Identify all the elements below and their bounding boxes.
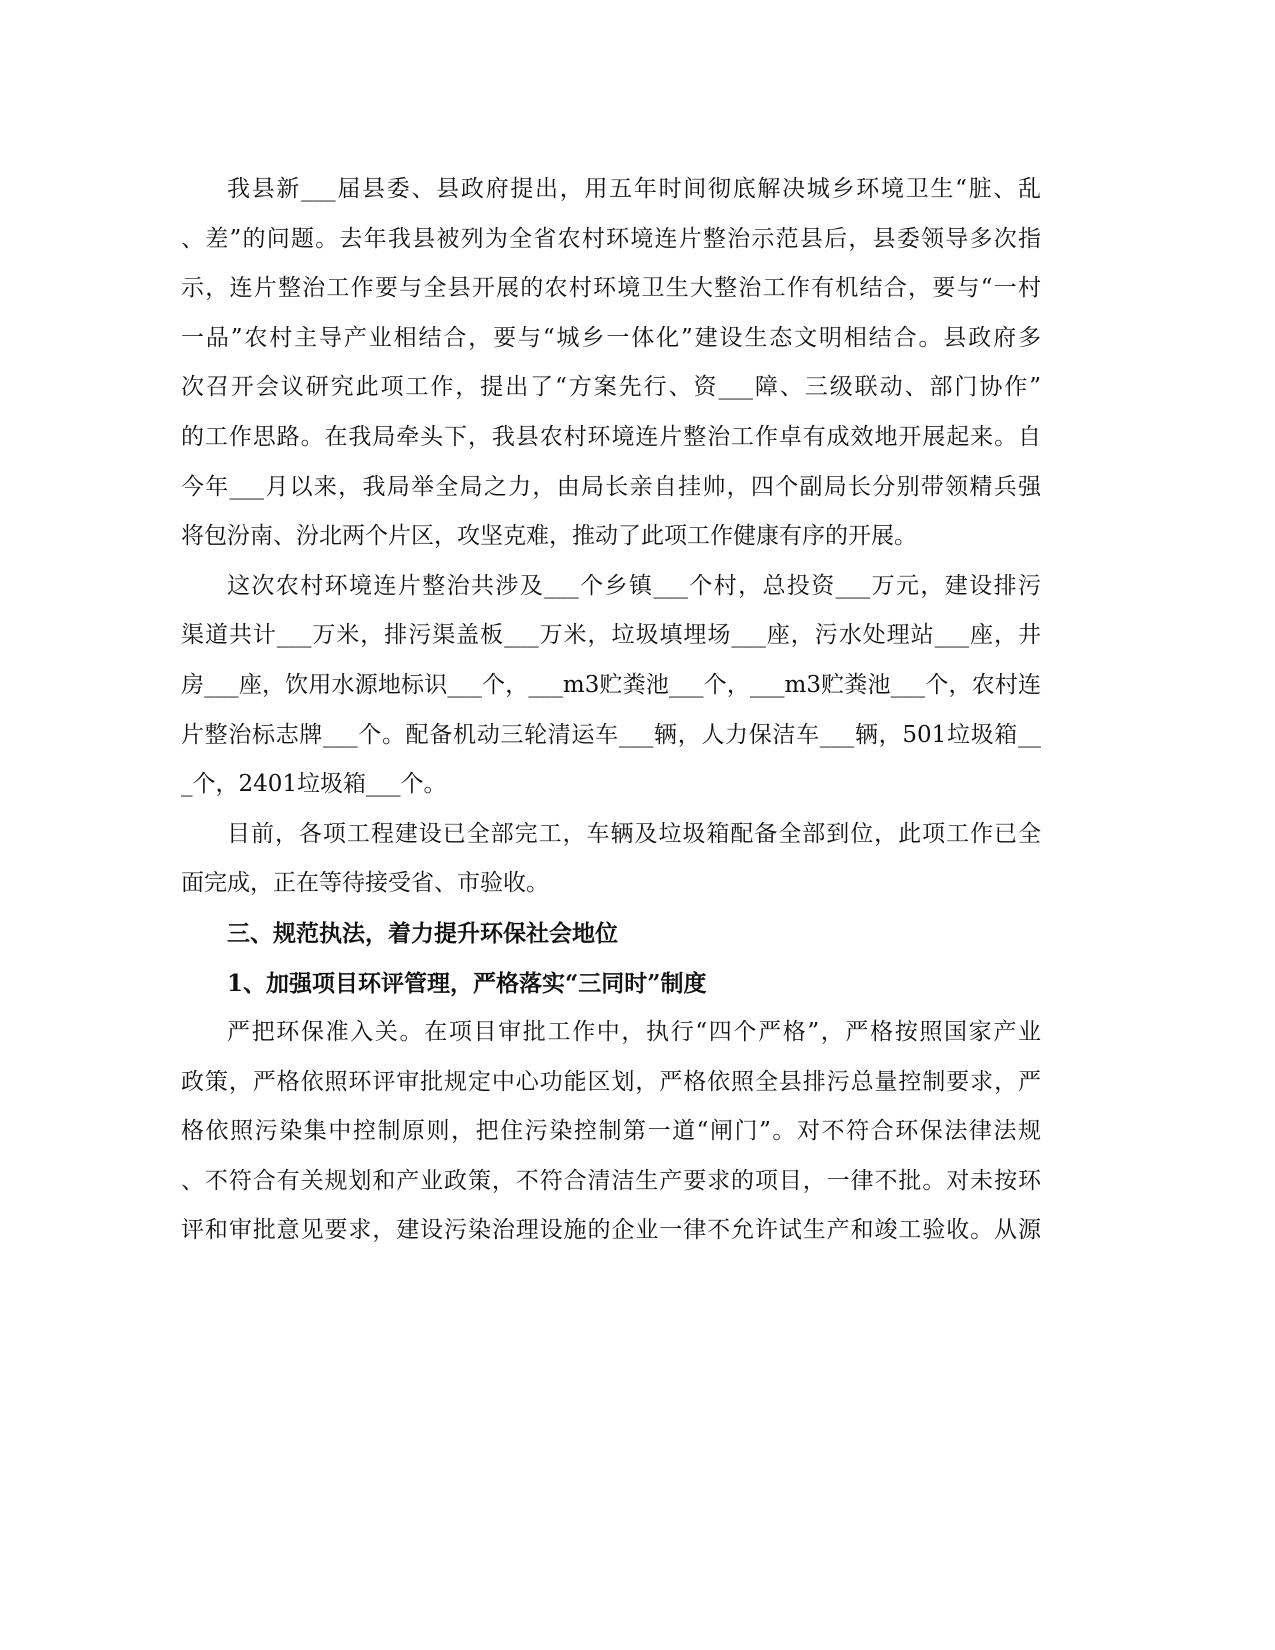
text-line: 评和审批意见要求，建设污染治理设施的企业一律不允许试生产和竣工验收。从源 (181, 1217, 1041, 1244)
text-line: 、不符合有关规划和产业政策，不符合清洁生产要求的项目，一律不批。对未按环 (181, 1167, 1041, 1194)
text-line: 的工作思路。在我局牵头下，我县农村环境连片整治工作卓有成效地开展起来。自 (181, 423, 1041, 450)
text-line: 今年___月以来，我局举全局之力，由局长亲自挂帅，四个副局长分别带领精兵强 (181, 473, 1041, 500)
heading-line: 1、加强项目环评管理，严格落实“三同时”制度 (227, 969, 707, 997)
text-line: 房___座，饮用水源地标识___个，___m3贮粪池___个，___m3贮粪池___个，农村连 (181, 671, 1041, 698)
text-line: 严把环保准入关。在项目审批工作中，执行“四个严格”，严格按照国家产业 (227, 1019, 1041, 1046)
text-line: 一品”农村主导产业相结合，要与“城乡一体化”建设生态文明相结合。县政府多 (181, 324, 1041, 351)
body-paragraph (181, 810, 1041, 909)
body-paragraph (181, 165, 1041, 562)
text-line: 渠道共计___万米，排污渠盖板___万米，垃圾填埋场___座，污水处理站___座，井 (181, 622, 1041, 649)
document-body (181, 165, 1041, 1256)
body-paragraph (181, 562, 1041, 810)
text-line: _个，2401垃圾箱___个。 (181, 771, 447, 798)
body-paragraph (181, 1008, 1041, 1256)
text-line: 政策，严格依照环评审批规定中心功能区划，严格依照全县排污总量控制要求，严 (181, 1068, 1041, 1095)
text-line: 示，连片整治工作要与全县开展的农村环境卫生大整治工作有机结合，要与“一村 (181, 275, 1041, 302)
text-line: 次召开会议研究此项工作，提出了“方案先行、资___障、三级联动、部门协作” (181, 374, 1041, 401)
text-line: 片整治标志牌___个。配备机动三轮清运车___辆，人力保洁车___辆，501垃圾箱__ (181, 721, 1041, 748)
heading-line: 三、规范执法，着力提升环保社会地位 (227, 919, 618, 947)
text-line: 这次农村环境连片整治共涉及___个乡镇___个村，总投资___万元，建设排污 (227, 572, 1041, 599)
text-line: 我县新___届县委、县政府提出，用五年时间彻底解决城乡环境卫生“脏、乱 (227, 176, 1041, 202)
text-line: 将包汾南、汾北两个片区，攻坚克难，推动了此项工作健康有序的开展。 (181, 523, 917, 550)
section-heading (181, 959, 1041, 1009)
text-line: 、差”的问题。去年我县被列为全省农村环境连片整治示范县后，县委领导多次指 (181, 225, 1041, 252)
section-heading (181, 909, 1041, 959)
text-line: 面完成，正在等待接受省、市验收。 (181, 870, 549, 897)
text-line: 目前，各项工程建设已全部完工，车辆及垃圾箱配备全部到位，此项工作已全 (227, 820, 1041, 847)
text-line: 格依照污染集中控制原则，把住污染控制第一道“闸门”。对不符合环保法律法规 (181, 1118, 1041, 1145)
